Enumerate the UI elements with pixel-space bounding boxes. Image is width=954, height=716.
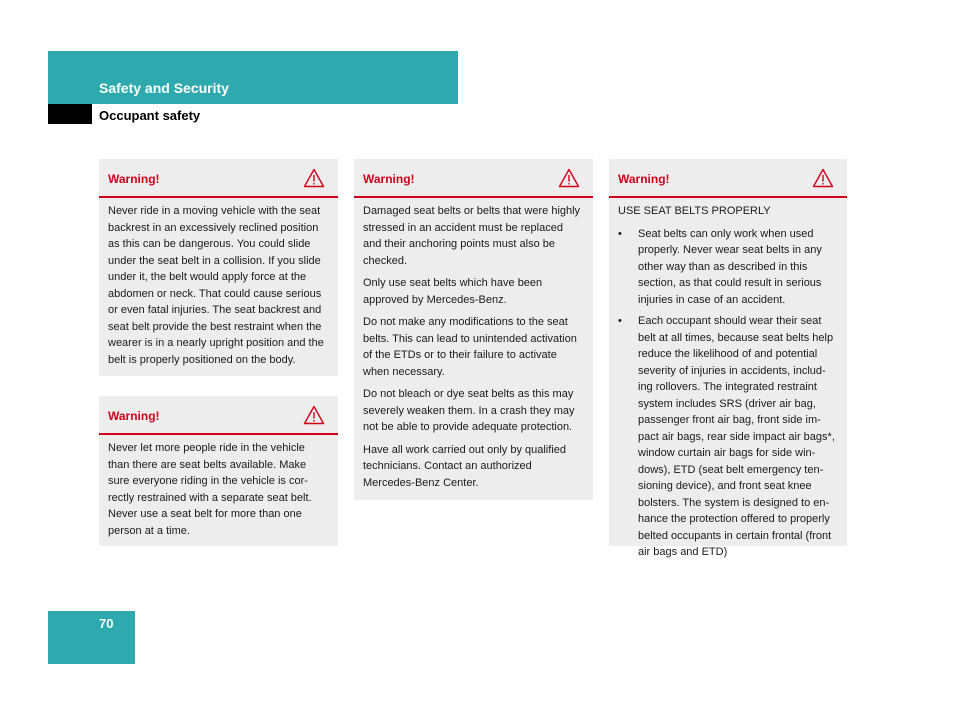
list-item-text: Each occupant should wear their seat belt at all times, because seat belts help reduce the likelihood of and potential severity of injuries in accidents, includ-ing rollovers. The integrated restraint system includes SRS (driver air bag, passenger front air bag, front side im-pact air bags, rear side impact air bags*, window curtain air bags for side win-dows), ETD (seat belt emergency ten-sioning device), and front seat knee bolsters. The system is designed to en-hance the protection offered to properly belted occupants in certain frontal (front air bags and ETD) — [638, 315, 835, 558]
page-number: 70 — [99, 616, 114, 631]
warning-label: Warning! — [108, 409, 160, 423]
warning-header — [354, 159, 593, 198]
warning-header — [99, 159, 338, 198]
warning-label: Warning! — [618, 172, 670, 186]
warning-header — [99, 396, 338, 435]
warning-intro: USE SEAT BELTS PROPERLY — [618, 205, 771, 217]
subsection-marker — [48, 104, 92, 124]
bullet-icon: • — [618, 315, 622, 327]
list-item — [618, 313, 838, 561]
warning-triangle-icon — [303, 405, 325, 425]
warning-paragraph: Only use seat belts which have been approved by Mercedes-Benz. — [363, 277, 543, 306]
warning-triangle-icon — [303, 168, 325, 188]
list-item — [618, 226, 838, 309]
warning-label: Warning! — [108, 172, 160, 186]
warning-box-seat-count — [99, 396, 338, 546]
list-item-text: Seat belts can only work when used properly. Never wear seat belts in any other way than as described in this section, as that could result in serious injuries in case of an accident. — [638, 227, 822, 306]
warning-box-damaged-belts — [354, 159, 593, 500]
warning-paragraph: Never let more people ride in the vehicle than there are seat belts available. Make sure everyone riding in the vehicle is cor-rectly restrained with a separate seat belt. Never use a seat belt for more than one person at a time. — [108, 442, 312, 537]
warning-triangle-icon — [558, 168, 580, 188]
warning-text — [609, 198, 847, 574]
warning-text — [99, 198, 338, 376]
warning-paragraph: Damaged seat belts or belts that were highly stressed in an accident must be replaced and their anchoring points must also be checked. — [363, 205, 581, 267]
warning-box-reclined-seat — [99, 159, 338, 376]
warning-paragraph: Do not make any modifications to the seat belts. This can lead to unintended activation of the ETDs or to their failure to activate when necessary. — [363, 316, 577, 378]
warning-text — [354, 198, 593, 499]
section-header-bar — [48, 51, 458, 104]
warning-bullet-list — [618, 226, 838, 561]
subsection-title: Occupant safety — [99, 108, 201, 123]
warning-paragraph: Never ride in a moving vehicle with the seat backrest in an excessively reclined position as this can be dangerous. You could slide under the seat belt in a collision. If you slide under it, the belt would apply force at the abdomen or neck. That could cause serious or even fatal injuries. The seat backrest and seat belt provide the best restraint when the wearer is in a nearly upright position and the belt is properly positioned on the body. — [108, 205, 324, 366]
section-title: Safety and Security — [99, 80, 229, 96]
warning-header — [609, 159, 847, 198]
warning-paragraph: Do not bleach or dye seat belts as this may severely weaken them. In a crash they may not be able to provide adequate protection. — [363, 388, 575, 433]
warning-text — [99, 435, 338, 547]
warning-triangle-icon — [812, 168, 834, 188]
page-number-box — [48, 611, 135, 664]
bullet-icon: • — [618, 227, 622, 240]
warning-box-use-belts-properly — [609, 159, 847, 558]
warning-paragraph: Have all work carried out only by qualified technicians. Contact an authorized Mercedes-Benz Center. — [363, 443, 566, 489]
warning-label: Warning! — [363, 172, 415, 186]
